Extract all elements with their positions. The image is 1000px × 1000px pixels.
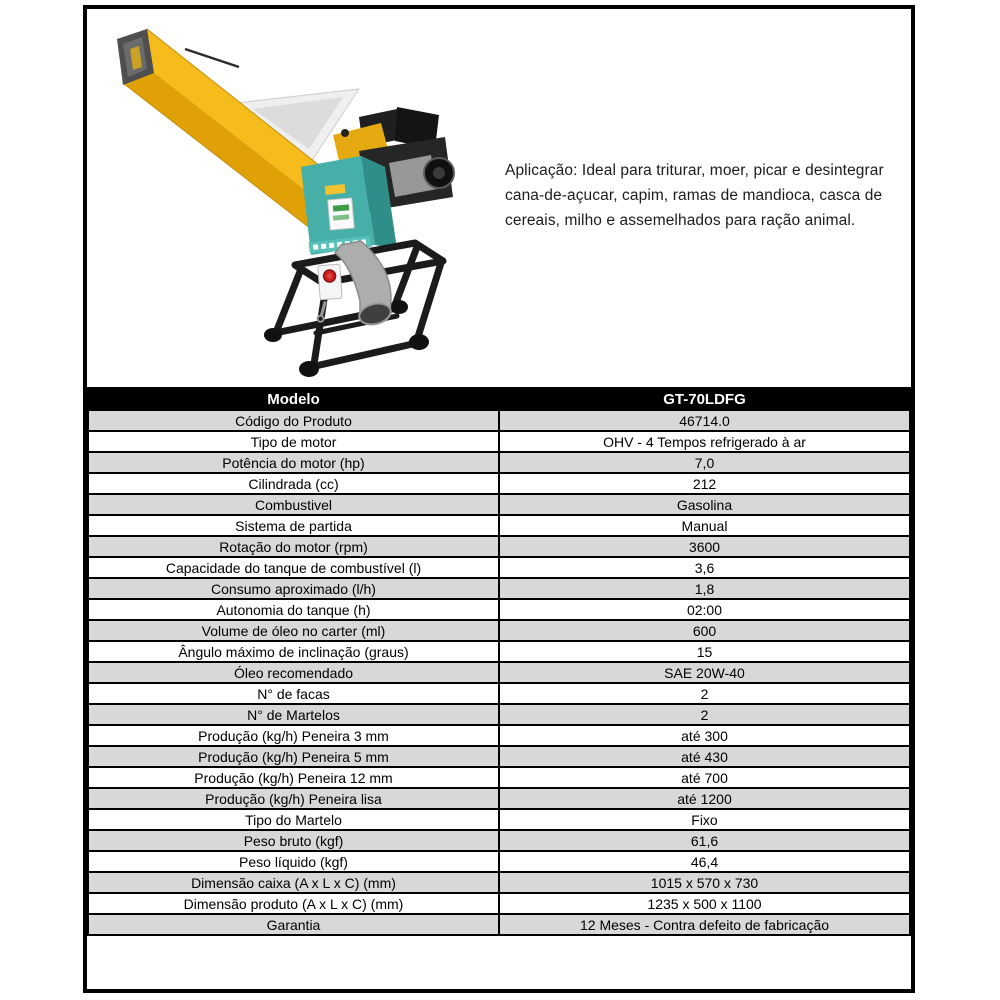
- spec-row: [88, 557, 910, 578]
- spec-value: 1235 x 500 x 1100: [499, 893, 910, 914]
- spec-value: 46,4: [499, 851, 910, 872]
- spec-table-body: [88, 410, 910, 935]
- spec-value: SAE 20W-40: [499, 662, 910, 683]
- spec-label: Volume de óleo no carter (ml): [88, 620, 499, 641]
- spec-value: 46714.0: [499, 410, 910, 431]
- product-image: [97, 17, 489, 385]
- spec-value: 02:00: [499, 599, 910, 620]
- product-hero: [87, 9, 911, 387]
- spec-row: [88, 914, 910, 935]
- spec-table: [87, 387, 911, 936]
- spec-value: OHV - 4 Tempos refrigerado à ar: [499, 431, 910, 452]
- spec-value: até 1200: [499, 788, 910, 809]
- spec-row: [88, 452, 910, 473]
- table-header-row: [88, 388, 910, 410]
- spec-label: Código do Produto: [88, 410, 499, 431]
- spec-value: 1,8: [499, 578, 910, 599]
- spec-row: [88, 620, 910, 641]
- spec-value: 1015 x 570 x 730: [499, 872, 910, 893]
- spec-label: Tipo do Martelo: [88, 809, 499, 830]
- spec-value: 2: [499, 704, 910, 725]
- spec-label: Capacidade do tanque de combustível (l): [88, 557, 499, 578]
- spec-label: Produção (kg/h) Peneira 12 mm: [88, 767, 499, 788]
- spec-value: 2: [499, 683, 910, 704]
- spec-sheet: [83, 5, 915, 993]
- spec-label: Peso líquido (kgf): [88, 851, 499, 872]
- spec-value: 600: [499, 620, 910, 641]
- spec-label: Cilindrada (cc): [88, 473, 499, 494]
- spec-value: 3600: [499, 536, 910, 557]
- spec-row: [88, 830, 910, 851]
- spec-value: até 700: [499, 767, 910, 788]
- discharge-tube-illustration: [335, 241, 393, 328]
- spec-label: Garantia: [88, 914, 499, 935]
- spec-label: Sistema de partida: [88, 515, 499, 536]
- application-text: Aplicação: Ideal para triturar, moer, picar e desintegrar cana-de-açucar, capim, ramas de mandioca, casca de cereais, milho e assemelhados para ração animal.: [505, 162, 884, 229]
- spec-row: [88, 662, 910, 683]
- spec-label: N° de facas: [88, 683, 499, 704]
- spec-value: 212: [499, 473, 910, 494]
- spec-label: Potência do motor (hp): [88, 452, 499, 473]
- spec-label: Dimensão produto (A x L x C) (mm): [88, 893, 499, 914]
- spec-label: Produção (kg/h) Peneira lisa: [88, 788, 499, 809]
- spec-row: [88, 683, 910, 704]
- spec-row: [88, 788, 910, 809]
- spec-label: Ângulo máximo de inclinação (graus): [88, 641, 499, 662]
- spec-row: [88, 410, 910, 431]
- spec-row: [88, 704, 910, 725]
- spec-row: [88, 515, 910, 536]
- spec-value: até 300: [499, 725, 910, 746]
- spec-value: Fixo: [499, 809, 910, 830]
- spec-value: 7,0: [499, 452, 910, 473]
- spec-label: N° de Martelos: [88, 704, 499, 725]
- stand-feet: [264, 300, 429, 377]
- spec-row: [88, 809, 910, 830]
- spec-row: [88, 641, 910, 662]
- spec-label: Combustivel: [88, 494, 499, 515]
- spec-label: Produção (kg/h) Peneira 5 mm: [88, 746, 499, 767]
- spec-label: Consumo aproximado (l/h): [88, 578, 499, 599]
- spec-row: [88, 746, 910, 767]
- spec-value: Gasolina: [499, 494, 910, 515]
- spec-label: Tipo de motor: [88, 431, 499, 452]
- spec-row: [88, 578, 910, 599]
- spec-row: [88, 851, 910, 872]
- spec-row: [88, 536, 910, 557]
- spec-row: [88, 767, 910, 788]
- model-header-label: Modelo: [88, 388, 499, 410]
- spec-label: Dimensão caixa (A x L x C) (mm): [88, 872, 499, 893]
- spec-row: [88, 473, 910, 494]
- spec-label: Autonomia do tanque (h): [88, 599, 499, 620]
- spec-row: [88, 725, 910, 746]
- spec-label: Rotação do motor (rpm): [88, 536, 499, 557]
- spec-label: Produção (kg/h) Peneira 3 mm: [88, 725, 499, 746]
- spec-value: 3,6: [499, 557, 910, 578]
- model-header-value: GT-70LDFG: [499, 388, 910, 410]
- spec-value: 61,6: [499, 830, 910, 851]
- spec-label: Óleo recomendado: [88, 662, 499, 683]
- spec-row: [88, 599, 910, 620]
- grinder-body-illustration: [301, 156, 397, 255]
- spec-row: [88, 893, 910, 914]
- spec-row: [88, 431, 910, 452]
- spec-row: [88, 494, 910, 515]
- spec-value: 12 Meses - Contra defeito de fabricação: [499, 914, 910, 935]
- spec-label: Peso bruto (kgf): [88, 830, 499, 851]
- spec-value: até 430: [499, 746, 910, 767]
- spec-row: [88, 872, 910, 893]
- spec-value: Manual: [499, 515, 910, 536]
- spec-value: 15: [499, 641, 910, 662]
